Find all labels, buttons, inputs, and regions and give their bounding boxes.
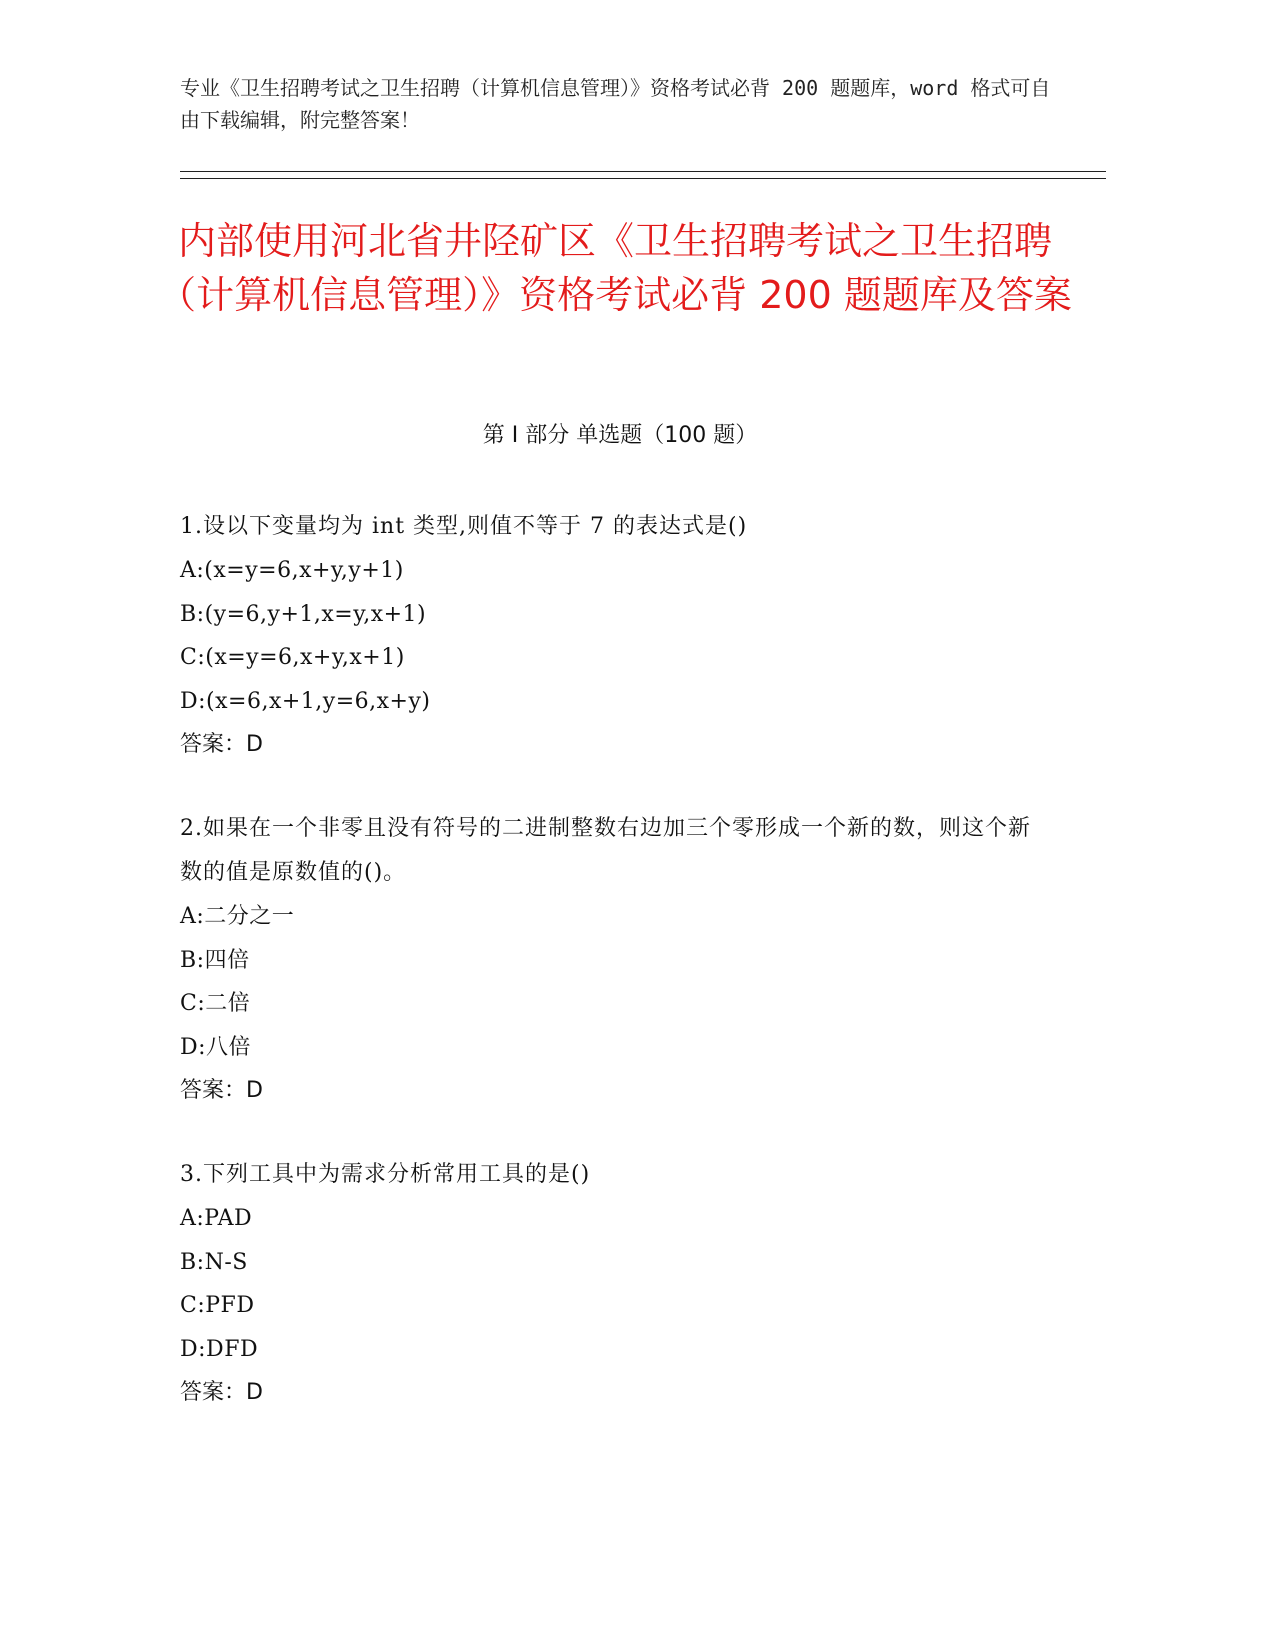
question-stem: 2.如果在一个非零且没有符号的二进制整数右边加三个零形成一个新的数，则这个新数的值是原数值的()。: [180, 816, 1031, 885]
question-item: [180, 807, 1040, 1113]
header-divider: [180, 171, 1106, 179]
answer-label: 答案：D: [180, 1380, 263, 1405]
section-title: 第 I 部分 单选题（100 题）: [482, 423, 758, 448]
option-d: D:八倍: [180, 1034, 252, 1060]
answer-label: 答案：D: [180, 732, 263, 757]
answer-label: 答案：D: [180, 1078, 263, 1103]
option-c: C:二倍: [180, 991, 251, 1016]
option-a: A:PAD: [180, 1206, 253, 1231]
question-list: [180, 505, 1040, 1455]
option-a: A:(x=y=6,x+y,y+1): [180, 558, 404, 583]
document-title: 内部使用河北省井陉矿区《卫生招聘考试之卫生招聘（计算机信息管理）》资格考试必背 200 题题库及答案: [158, 219, 1072, 317]
question-item: [180, 1153, 1040, 1415]
option-d: D:(x=6,x+1,y=6,x+y): [180, 688, 431, 714]
question-stem: 1.设以下变量均为 int 类型,则值不等于 7 的表达式是(): [180, 514, 748, 539]
option-c: C:(x=y=6,x+y,x+1): [180, 645, 405, 670]
option-d: D:DFD: [180, 1336, 259, 1362]
option-b: B:N-S: [180, 1249, 248, 1275]
option-b: B:四倍: [180, 947, 250, 973]
question-item: [180, 505, 1040, 767]
option-c: C:PFD: [180, 1293, 255, 1318]
question-stem: 3.下列工具中为需求分析常用工具的是(): [180, 1162, 591, 1187]
option-b: B:(y=6,y+1,x=y,x+1): [180, 601, 427, 627]
option-a: A:二分之一: [180, 904, 295, 929]
header-note: 专业《卫生招聘考试之卫生招聘（计算机信息管理）》资格考试必背 200 题题库，word 格式可自由下载编辑，附完整答案！: [180, 76, 1051, 132]
